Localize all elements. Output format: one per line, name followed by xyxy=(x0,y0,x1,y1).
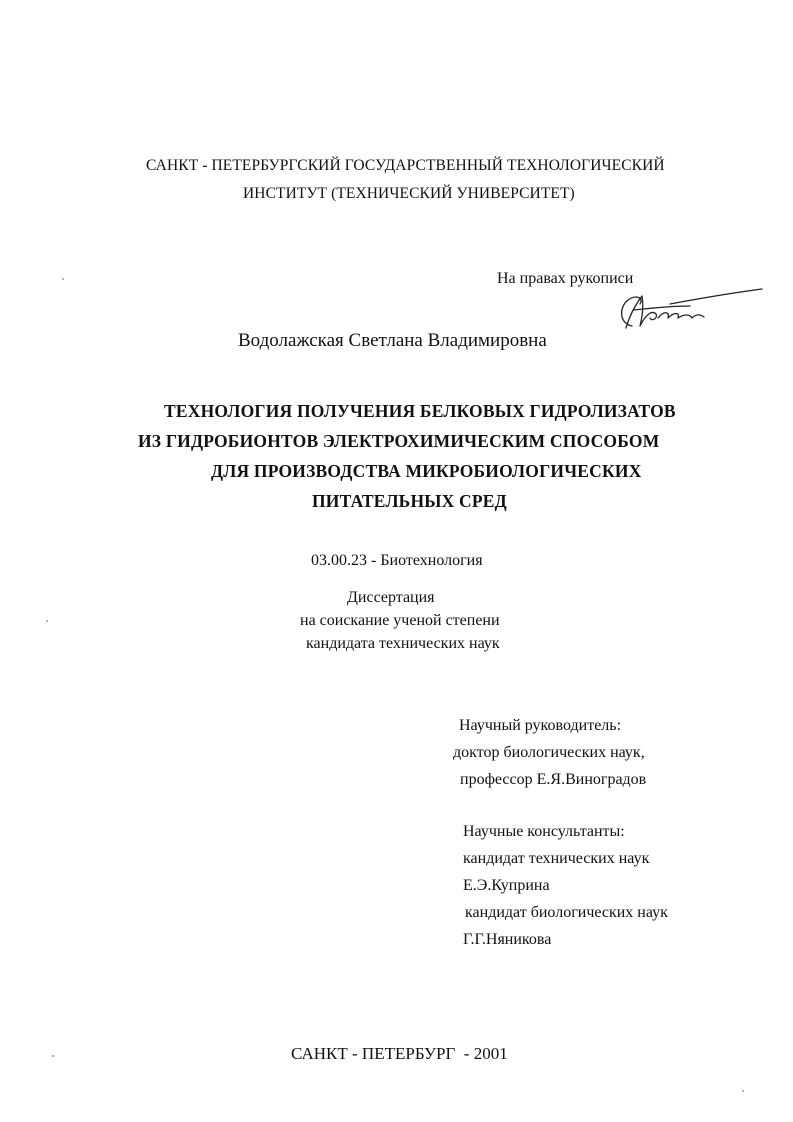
scan-speck xyxy=(742,1090,744,1092)
scan-speck xyxy=(62,278,64,280)
consultant-2-name: Г.Г.Няникова xyxy=(463,931,552,948)
specialty-code: 03.00.23 - Биотехнология xyxy=(311,552,483,569)
scan-speck xyxy=(52,1055,54,1057)
consultant-1-degree: кандидат технических наук xyxy=(463,850,650,867)
manuscript-note: На правах рукописи xyxy=(497,270,634,287)
consultants-label: Научные консультанты: xyxy=(463,823,625,840)
supervisor-name: профессор Е.Я.Виноградов xyxy=(460,771,647,788)
title-line-1: ТЕХНОЛОГИЯ ПОЛУЧЕНИЯ БЕЛКОВЫХ ГИДРОЛИЗАТОВ xyxy=(164,401,676,421)
degree-sought-line-2: кандидата технических наук xyxy=(306,635,500,652)
supervisor-label: Научный руководитель: xyxy=(459,717,622,734)
institute-name-line-2: ИНСТИТУТ (ТЕХНИЧЕСКИЙ УНИВЕРСИТЕТ) xyxy=(243,185,575,202)
scan-speck xyxy=(46,620,48,622)
title-line-3: ДЛЯ ПРОИЗВОДСТВА МИКРОБИОЛОГИЧЕСКИХ xyxy=(211,461,642,481)
author-signature xyxy=(612,284,764,336)
consultant-1-name: Е.Э.Куприна xyxy=(463,877,550,894)
city-year-footer: САНКТ - ПЕТЕРБУРГ - 2001 xyxy=(291,1044,508,1063)
title-line-2: ИЗ ГИДРОБИОНТОВ ЭЛЕКТРОХИМИЧЕСКИМ СПОСОБОМ xyxy=(138,431,660,451)
institute-name-line-1: САНКТ - ПЕТЕРБУРГСКИЙ ГОСУДАРСТВЕННЫЙ ТЕХНОЛОГИЧЕСКИЙ xyxy=(146,157,665,174)
consultant-2-degree: кандидат биологических наук xyxy=(465,904,668,921)
dissertation-label: Диссертация xyxy=(347,589,435,606)
degree-sought-line-1: на соискание ученой степени xyxy=(300,612,500,629)
author-name: Водолажская Светлана Владимировна xyxy=(238,330,547,351)
supervisor-degree: доктор биологических наук, xyxy=(453,744,645,761)
title-line-4: ПИТАТЕЛЬНЫХ СРЕД xyxy=(312,491,507,511)
